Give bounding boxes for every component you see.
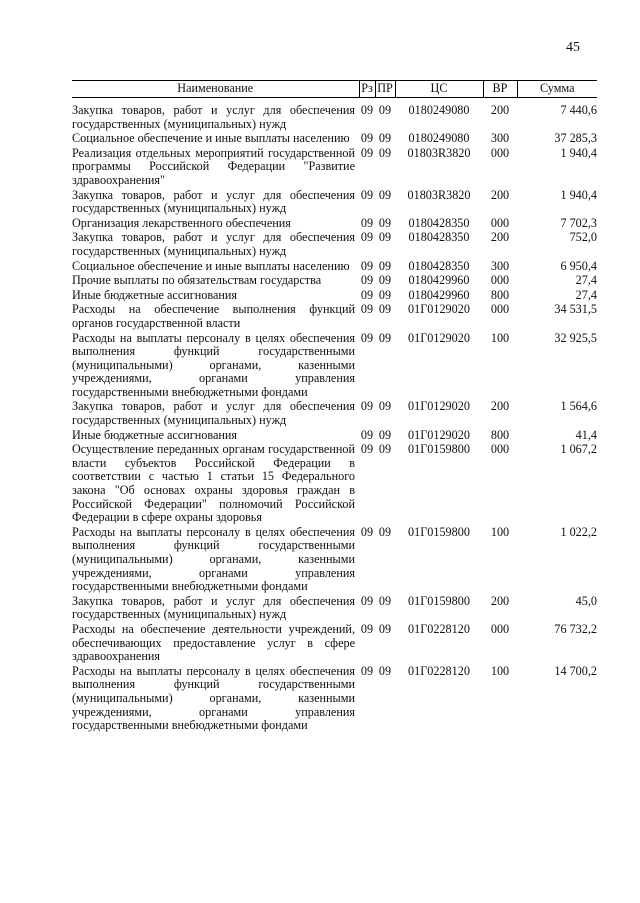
cell-cs: 0180428350 bbox=[408, 258, 470, 273]
cell-cs: 0180429960 bbox=[408, 287, 470, 302]
cell-sum: 34 531,5 bbox=[554, 302, 597, 317]
cell-cs: 01803R3820 bbox=[407, 187, 471, 202]
table-row bbox=[72, 331, 597, 400]
cell-sum: 1 564,6 bbox=[560, 399, 597, 414]
cell-name: Закупка товаров, работ и услуг для обеспечения государственных (муниципальных) нужд bbox=[72, 187, 355, 216]
cell-name: Расходы на выплаты персоналу в целях обеспечения выполнения функций государственными (муниципальными) органами, казенными учреждениями, органами управления государственными внебюджетными фондами bbox=[72, 330, 355, 399]
cell-sum: 6 950,4 bbox=[560, 258, 597, 273]
cell-vr: 300 bbox=[490, 258, 510, 273]
cell-vr: 100 bbox=[490, 663, 510, 678]
cell-sum: 14 700,2 bbox=[554, 663, 597, 678]
budget-table bbox=[72, 80, 597, 733]
table-row bbox=[72, 622, 597, 664]
cell-pr: 09 bbox=[378, 187, 392, 202]
table-header bbox=[72, 81, 597, 98]
table-row bbox=[72, 273, 597, 288]
cell-name: Расходы на обеспечение деятельности учреждений, обеспечивающих предоставление услуг в сфере здравоохранения bbox=[72, 621, 355, 664]
cell-name: Расходы на выплаты персоналу в целях обеспечения выполнения функций государственными (муниципальными) органами, казенными учреждениями, органами управления государственными внебюджетными фондами bbox=[72, 524, 355, 594]
table-row bbox=[72, 230, 597, 258]
cell-vr: 000 bbox=[490, 621, 510, 636]
cell-name: Закупка товаров, работ и услуг для обеспечения государственных (муниципальных) нужд bbox=[72, 103, 355, 131]
cell-sum: 41,4 bbox=[575, 427, 597, 442]
cell-pr: 09 bbox=[378, 524, 392, 539]
cell-vr: 800 bbox=[490, 427, 510, 442]
table-row bbox=[72, 259, 597, 274]
table-row bbox=[72, 399, 597, 427]
cell-sum: 45,0 bbox=[575, 593, 597, 608]
cell-vr: 100 bbox=[490, 524, 510, 539]
cell-name: Расходы на выплаты персоналу в целях обеспечения выполнения функций государственными (муниципальными) органами, казенными учреждениями, органами управления государственными внебюджетными фондами bbox=[72, 663, 355, 733]
cell-name: Закупка товаров, работ и услуг для обеспечения государственных (муниципальных) нужд bbox=[72, 230, 355, 258]
table-body bbox=[72, 98, 597, 733]
cell-pr: 09 bbox=[378, 273, 392, 288]
table-row bbox=[72, 664, 597, 733]
cell-vr: 300 bbox=[490, 131, 510, 146]
cell-rz: 09 bbox=[360, 524, 374, 539]
cell-name: Осуществление переданных органам государственной власти субъектов Российской Федерации в соответствии с частью 1 статьи 15 Федерального закона "Об основах охраны здоровья граждан в Российской Федерации" полномочий Российской Федерации в сфере охраны здоровья bbox=[72, 442, 355, 525]
cell-cs: 01Г0129020 bbox=[408, 427, 470, 442]
cell-sum: 27,4 bbox=[575, 273, 597, 288]
cell-sum: 27,4 bbox=[575, 287, 597, 302]
table-row bbox=[72, 442, 597, 525]
cell-pr: 09 bbox=[378, 621, 392, 636]
cell-sum: 1 940,4 bbox=[560, 187, 597, 202]
cell-vr: 200 bbox=[490, 187, 510, 202]
cell-rz: 09 bbox=[360, 330, 374, 345]
cell-rz: 09 bbox=[360, 427, 374, 442]
cell-vr: 000 bbox=[490, 145, 510, 160]
cell-vr: 000 bbox=[490, 215, 510, 230]
cell-cs: 01Г0228120 bbox=[408, 663, 470, 678]
cell-pr: 09 bbox=[378, 145, 392, 160]
table-row bbox=[72, 288, 597, 303]
column-header-name: Наименование bbox=[72, 81, 359, 98]
cell-rz: 09 bbox=[360, 187, 374, 202]
cell-rz: 09 bbox=[360, 103, 374, 117]
column-header-pr: ПР bbox=[375, 81, 395, 98]
cell-rz: 09 bbox=[360, 287, 374, 302]
table-row bbox=[72, 98, 597, 132]
cell-vr: 100 bbox=[490, 330, 510, 345]
cell-name: Расходы на обеспечение выполнения функций органов государственной власти bbox=[72, 302, 355, 330]
cell-name: Организация лекарственного обеспечения bbox=[72, 215, 291, 230]
cell-sum: 32 925,5 bbox=[554, 330, 597, 345]
table-row bbox=[72, 131, 597, 146]
cell-cs: 0180249080 bbox=[408, 131, 470, 146]
column-header-cs: ЦС bbox=[395, 81, 483, 98]
table-row bbox=[72, 525, 597, 594]
cell-sum: 7 702,3 bbox=[560, 215, 597, 230]
cell-rz: 09 bbox=[360, 273, 374, 288]
cell-name: Иные бюджетные ассигнования bbox=[72, 427, 238, 442]
cell-rz: 09 bbox=[360, 621, 374, 636]
table-row bbox=[72, 146, 597, 188]
cell-pr: 09 bbox=[378, 663, 392, 678]
cell-cs: 0180428350 bbox=[408, 215, 470, 230]
cell-name: Закупка товаров, работ и услуг для обеспечения государственных (муниципальных) нужд bbox=[72, 593, 355, 622]
cell-rz: 09 bbox=[360, 593, 374, 608]
table-row bbox=[72, 216, 597, 231]
cell-sum: 1 940,4 bbox=[560, 145, 597, 160]
cell-sum: 1 067,2 bbox=[560, 442, 597, 457]
cell-pr: 09 bbox=[378, 131, 392, 146]
cell-cs: 01Г0159800 bbox=[408, 442, 470, 457]
cell-vr: 200 bbox=[490, 593, 510, 608]
cell-sum: 7 440,6 bbox=[560, 103, 597, 117]
cell-vr: 800 bbox=[490, 287, 510, 302]
cell-rz: 09 bbox=[360, 215, 374, 230]
table-row bbox=[72, 188, 597, 216]
cell-cs: 01803R3820 bbox=[407, 145, 471, 160]
cell-cs: 01Г0228120 bbox=[408, 621, 470, 636]
cell-vr: 000 bbox=[490, 302, 510, 317]
cell-sum: 37 285,3 bbox=[554, 131, 597, 146]
cell-pr: 09 bbox=[378, 258, 392, 273]
cell-rz: 09 bbox=[360, 399, 374, 414]
cell-rz: 09 bbox=[360, 145, 374, 160]
cell-rz: 09 bbox=[360, 258, 374, 273]
column-header-vr: ВР bbox=[483, 81, 517, 98]
cell-cs: 01Г0129020 bbox=[408, 302, 470, 317]
cell-sum: 1 022,2 bbox=[560, 524, 597, 539]
cell-pr: 09 bbox=[378, 230, 392, 245]
cell-cs: 0180429960 bbox=[408, 273, 470, 288]
cell-name: Реализация отдельных мероприятий государственной программы Российской Федерации "Развитие здравоохранения" bbox=[72, 145, 355, 187]
column-header-sum: Сумма bbox=[517, 81, 597, 98]
cell-sum: 752,0 bbox=[569, 230, 597, 245]
cell-pr: 09 bbox=[378, 593, 392, 608]
cell-name: Социальное обеспечение и иные выплаты населению bbox=[72, 258, 350, 273]
cell-cs: 0180428350 bbox=[408, 230, 470, 245]
cell-rz: 09 bbox=[360, 230, 374, 245]
column-header-rz: Рз bbox=[359, 81, 375, 98]
cell-pr: 09 bbox=[378, 442, 392, 457]
cell-pr: 09 bbox=[378, 302, 392, 317]
table-row bbox=[72, 428, 597, 443]
cell-vr: 200 bbox=[490, 230, 510, 245]
cell-rz: 09 bbox=[360, 442, 374, 457]
cell-pr: 09 bbox=[378, 287, 392, 302]
cell-pr: 09 bbox=[378, 399, 392, 414]
table-row bbox=[72, 302, 597, 330]
cell-rz: 09 bbox=[360, 302, 374, 317]
cell-cs: 01Г0129020 bbox=[408, 399, 470, 414]
cell-pr: 09 bbox=[378, 215, 392, 230]
cell-vr: 200 bbox=[490, 103, 510, 117]
cell-cs: 01Г0129020 bbox=[408, 330, 470, 345]
cell-name: Иные бюджетные ассигнования bbox=[72, 287, 238, 302]
cell-sum: 76 732,2 bbox=[554, 621, 597, 636]
table-row bbox=[72, 594, 597, 622]
cell-name: Закупка товаров, работ и услуг для обеспечения государственных (муниципальных) нужд bbox=[72, 399, 355, 428]
cell-rz: 09 bbox=[360, 663, 374, 678]
cell-vr: 000 bbox=[490, 273, 510, 288]
cell-cs: 01Г0159800 bbox=[408, 524, 470, 539]
cell-vr: 200 bbox=[490, 399, 510, 414]
cell-rz: 09 bbox=[360, 131, 374, 146]
cell-pr: 09 bbox=[378, 427, 392, 442]
page-number: 45 bbox=[566, 40, 580, 55]
cell-name: Прочие выплаты по обязательствам государства bbox=[72, 273, 322, 288]
cell-name: Социальное обеспечение и иные выплаты населению bbox=[72, 131, 350, 146]
cell-pr: 09 bbox=[378, 103, 392, 117]
cell-cs: 0180249080 bbox=[408, 103, 470, 117]
cell-pr: 09 bbox=[378, 330, 392, 345]
cell-cs: 01Г0159800 bbox=[408, 593, 470, 608]
cell-vr: 000 bbox=[490, 442, 510, 457]
